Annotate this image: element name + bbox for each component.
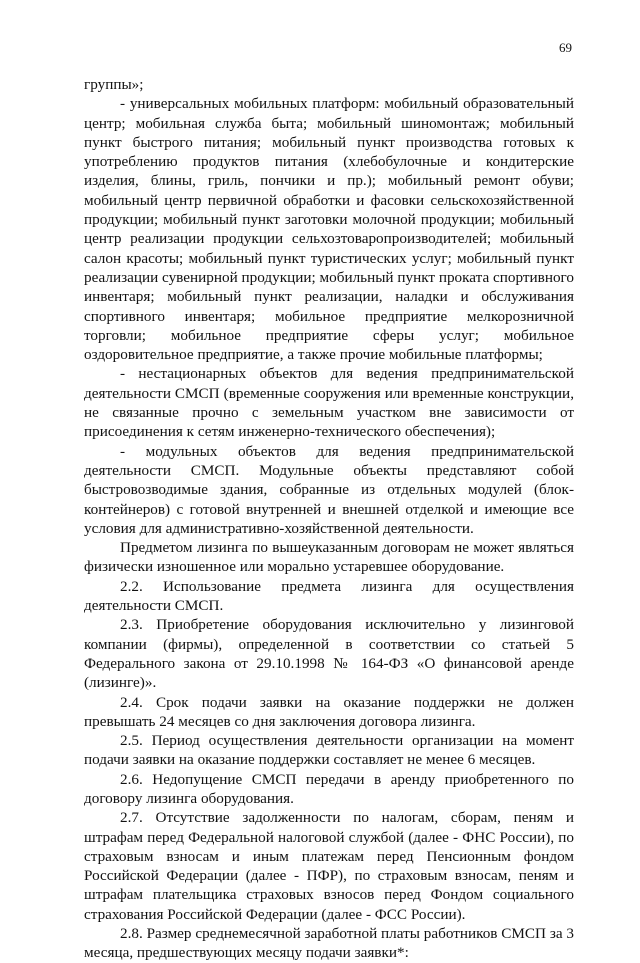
paragraph-non-stationary-objects: - нестационарных объектов для ведения предпринимательской деятельности СМСП (временные сооружения или временные конструкции, не связанные прочно с земельным участком вне зависимости от присоединения к сетям инженерно-технического обеспечения); xyxy=(84,365,574,441)
paragraph-clause-2-3: 2.3. Приобретение оборудования исключительно у лизинговой компании (фирмы), определенной в соответствии со статьей 5 Федерального закона от 29.10.1998 № 164-ФЗ «О финансовой аренде (лизинге)». xyxy=(84,616,574,692)
paragraph-clause-2-8: 2.8. Размер среднемесячной заработной платы работников СМСП за 3 месяца, предшествующих месяцу подачи заявки*: xyxy=(84,925,574,962)
paragraph-clause-2-2: 2.2. Использование предмета лизинга для осуществления деятельности СМСП. xyxy=(84,577,574,615)
paragraph-leasing-subject: Предметом лизинга по вышеуказанным договорам не может являться физически изношенное или морально устаревшее оборудование. xyxy=(84,539,574,576)
paragraph-modular-objects: - модульных объектов для ведения предпринимательской деятельности СМСП. Модульные объекты представляют собой быстровозводимые здания, собранные из отдельных модулей (блок-контейнеров) с готовой внутренней и внешней отделкой и имеющие все условия для административно-хозяйственной деятельности. xyxy=(84,442,574,537)
document-body xyxy=(84,75,574,963)
page-number: 69 xyxy=(559,40,572,55)
paragraph-clause-2-7: 2.7. Отсутствие задолженности по налогам, сборам, пеням и штрафам перед Федеральной налоговой службой (далее - ФНС России), по страховым взносам и иным платежам перед Пенсионным фондом Российской Федерации (далее - ПФР), по страховым взносам, пеням и штрафам плательщика страховых взносов перед Фондом социального страхования Российской Федерации (далее - ФСС России). xyxy=(84,809,574,923)
paragraph-clause-2-4: 2.4. Срок подачи заявки на оказание поддержки не должен превышать 24 месяцев со дня заключения договора лизинга. xyxy=(84,693,574,730)
paragraph-mobile-platforms: - универсальных мобильных платформ: мобильный образовательный центр; мобильная служба быта; мобильный шиномонтаж; мобильный пункт быстрого питания; мобильный пункт производства готовых к употреблению продуктов питания (хлебобулочные и кондитерские изделия, блины, гриль, пончики и пр.); мобильный ремонт обуви; мобильный центр первичной обработки и фасовки сельскохозяйственной продукции; мобильный пункт заготовки молочной продукции; мобильный центр реализации продукции сельхозтоваропроизводителей; мобильный салон красоты; мобильный пункт туристических услуг; мобильный пункт реализации сувенирной продукции; мобильный пункт проката спортивного инвентаря; мобильный пункт реализации, наладки и обслуживания спортивного инвентаря; мобильное предприятие мелкорозничной торговли; мобильное предприятие сферы услуг; мобильное оздоровительное предприятие, а также прочие мобильные платформы; xyxy=(84,95,574,364)
paragraph-continuation: группы»; xyxy=(84,76,144,93)
paragraph-clause-2-5: 2.5. Период осуществления деятельности организации на момент подачи заявки на оказание поддержки составляет не менее 6 месяцев. xyxy=(84,732,574,769)
paragraph-clause-2-6: 2.6. Недопущение СМСП передачи в аренду приобретенного по договору лизинга оборудования. xyxy=(84,770,574,807)
